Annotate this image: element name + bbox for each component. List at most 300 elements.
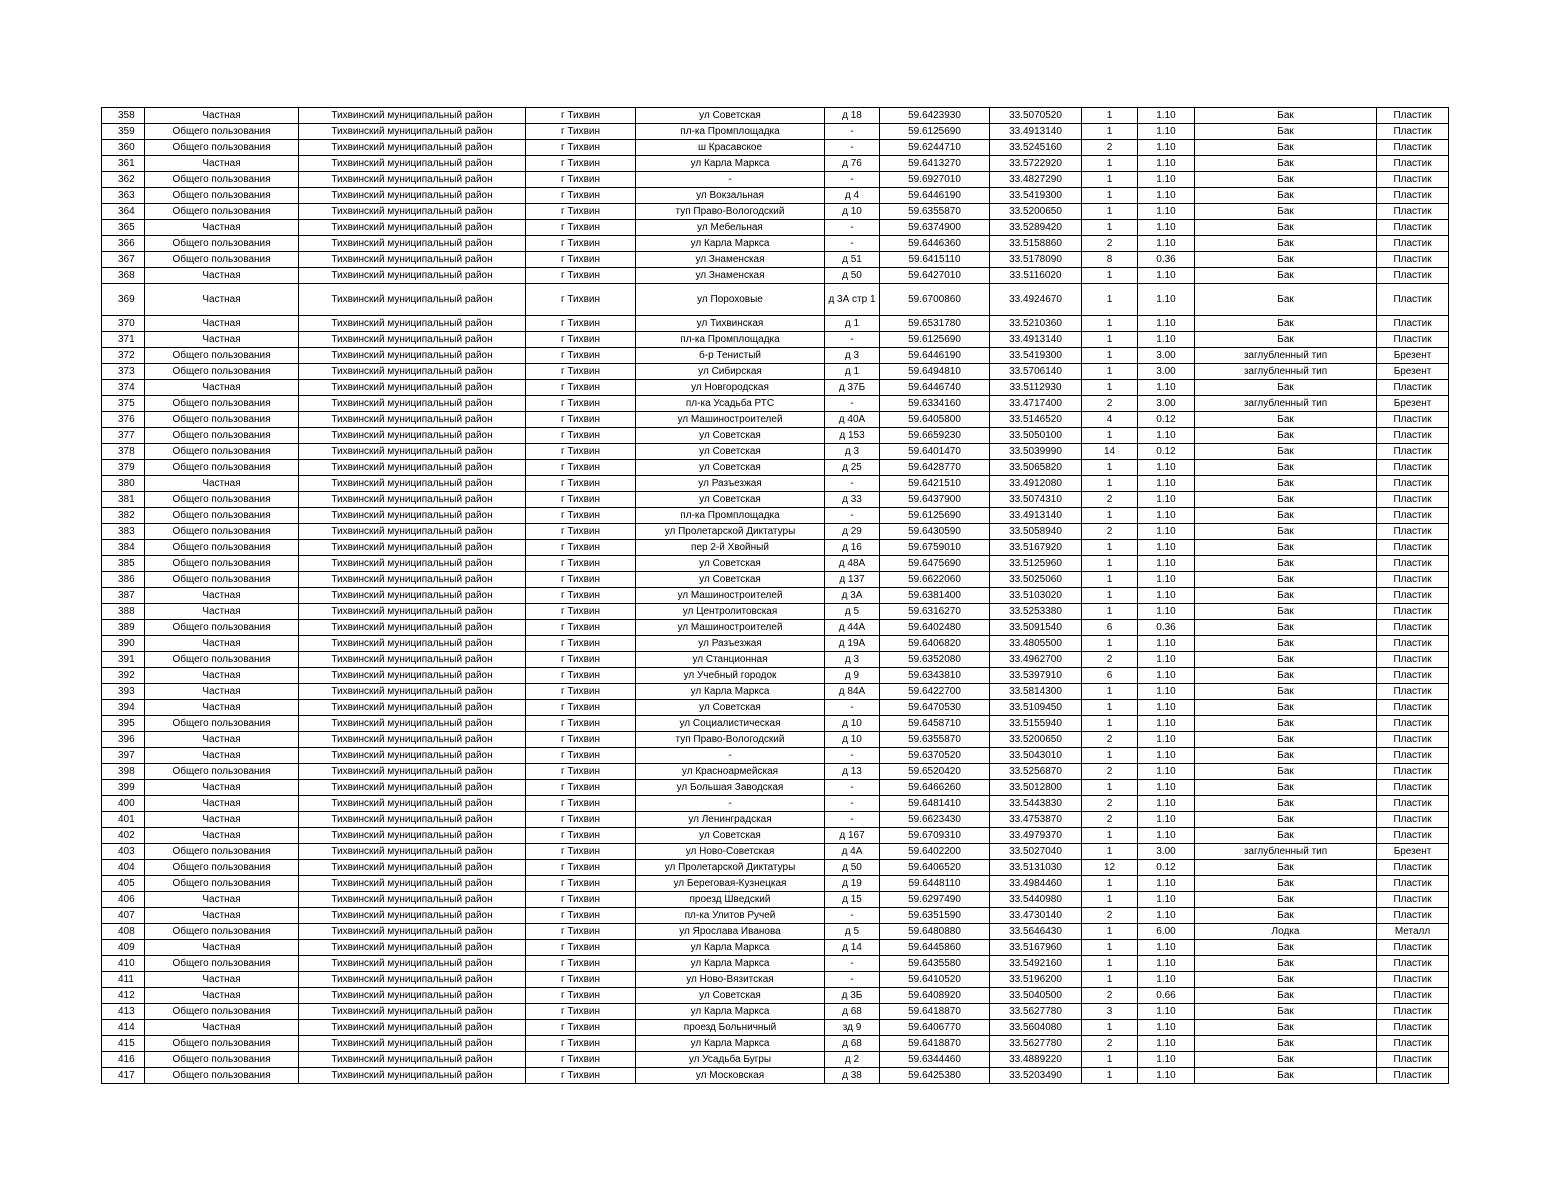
longitude-cell: 33.5027040 bbox=[990, 844, 1082, 860]
longitude-cell: 33.5814300 bbox=[990, 684, 1082, 700]
city-cell: г Тихвин bbox=[526, 908, 636, 924]
container-type-cell: Бак bbox=[1195, 524, 1377, 540]
latitude-cell: 59.6475690 bbox=[880, 556, 990, 572]
volume-cell: 0.12 bbox=[1138, 412, 1195, 428]
ownership-cell: Частная bbox=[145, 332, 299, 348]
district-cell: Тихвинский муниципальный район bbox=[299, 556, 526, 572]
district-cell: Тихвинский муниципальный район bbox=[299, 524, 526, 540]
district-cell: Тихвинский муниципальный район bbox=[299, 396, 526, 412]
district-cell: Тихвинский муниципальный район bbox=[299, 620, 526, 636]
row-number-cell: 371 bbox=[102, 332, 145, 348]
city-cell: г Тихвин bbox=[526, 716, 636, 732]
row-number-cell: 401 bbox=[102, 812, 145, 828]
container-type-cell: Бак bbox=[1195, 700, 1377, 716]
material-cell: Брезент bbox=[1377, 396, 1449, 412]
latitude-cell: 59.6494810 bbox=[880, 364, 990, 380]
ownership-cell: Общего пользования bbox=[145, 764, 299, 780]
container-count-cell: 1 bbox=[1082, 972, 1138, 988]
latitude-cell: 59.6466260 bbox=[880, 780, 990, 796]
row-number-cell: 389 bbox=[102, 620, 145, 636]
house-cell: - bbox=[825, 140, 880, 156]
material-cell: Пластик bbox=[1377, 108, 1449, 124]
street-cell: ул Знаменская bbox=[636, 252, 825, 268]
container-type-cell: Бак bbox=[1195, 508, 1377, 524]
table-row bbox=[102, 508, 1449, 524]
district-cell: Тихвинский муниципальный район bbox=[299, 252, 526, 268]
street-cell: ул Усадьба Бугры bbox=[636, 1052, 825, 1068]
table-row bbox=[102, 908, 1449, 924]
container-type-cell: Бак bbox=[1195, 1036, 1377, 1052]
container-type-cell: Бак bbox=[1195, 316, 1377, 332]
volume-cell: 1.10 bbox=[1138, 508, 1195, 524]
row-number-cell: 390 bbox=[102, 636, 145, 652]
volume-cell: 1.10 bbox=[1138, 588, 1195, 604]
row-number-cell: 370 bbox=[102, 316, 145, 332]
table-row bbox=[102, 620, 1449, 636]
row-number-cell: 400 bbox=[102, 796, 145, 812]
longitude-cell: 33.5103020 bbox=[990, 588, 1082, 604]
ownership-cell: Общего пользования bbox=[145, 412, 299, 428]
material-cell: Пластик bbox=[1377, 940, 1449, 956]
row-number-cell: 365 bbox=[102, 220, 145, 236]
street-cell: ул Разъезжая bbox=[636, 636, 825, 652]
city-cell: г Тихвин bbox=[526, 332, 636, 348]
table-row bbox=[102, 1036, 1449, 1052]
material-cell: Брезент bbox=[1377, 348, 1449, 364]
container-count-cell: 1 bbox=[1082, 188, 1138, 204]
container-count-cell: 1 bbox=[1082, 780, 1138, 796]
volume-cell: 1.10 bbox=[1138, 156, 1195, 172]
container-count-cell: 1 bbox=[1082, 716, 1138, 732]
container-count-cell: 1 bbox=[1082, 380, 1138, 396]
table-body bbox=[102, 108, 1449, 1084]
row-number-cell: 376 bbox=[102, 412, 145, 428]
row-number-cell: 381 bbox=[102, 492, 145, 508]
latitude-cell: 59.6446190 bbox=[880, 348, 990, 364]
row-number-cell: 368 bbox=[102, 268, 145, 284]
container-count-cell: 3 bbox=[1082, 1004, 1138, 1020]
ownership-cell: Общего пользования bbox=[145, 1052, 299, 1068]
material-cell: Пластик bbox=[1377, 732, 1449, 748]
longitude-cell: 33.5167920 bbox=[990, 540, 1082, 556]
latitude-cell: 59.6470530 bbox=[880, 700, 990, 716]
material-cell: Металл bbox=[1377, 924, 1449, 940]
material-cell: Пластик bbox=[1377, 956, 1449, 972]
material-cell: Пластик bbox=[1377, 284, 1449, 316]
row-number-cell: 362 bbox=[102, 172, 145, 188]
district-cell: Тихвинский муниципальный район bbox=[299, 412, 526, 428]
city-cell: г Тихвин bbox=[526, 476, 636, 492]
house-cell: д 37Б bbox=[825, 380, 880, 396]
latitude-cell: 59.6623430 bbox=[880, 812, 990, 828]
house-cell: д 3А стр 1 bbox=[825, 284, 880, 316]
house-cell: д 13 bbox=[825, 764, 880, 780]
volume-cell: 1.10 bbox=[1138, 460, 1195, 476]
material-cell: Пластик bbox=[1377, 188, 1449, 204]
volume-cell: 1.10 bbox=[1138, 220, 1195, 236]
table-row bbox=[102, 460, 1449, 476]
district-cell: Тихвинский муниципальный район bbox=[299, 316, 526, 332]
row-number-cell: 408 bbox=[102, 924, 145, 940]
district-cell: Тихвинский муниципальный район bbox=[299, 508, 526, 524]
material-cell: Пластик bbox=[1377, 716, 1449, 732]
longitude-cell: 33.5440980 bbox=[990, 892, 1082, 908]
latitude-cell: 59.6622060 bbox=[880, 572, 990, 588]
district-cell: Тихвинский муниципальный район bbox=[299, 204, 526, 220]
container-count-cell: 4 bbox=[1082, 412, 1138, 428]
district-cell: Тихвинский муниципальный район bbox=[299, 732, 526, 748]
row-number-cell: 364 bbox=[102, 204, 145, 220]
table-row bbox=[102, 412, 1449, 428]
longitude-cell: 33.5289420 bbox=[990, 220, 1082, 236]
longitude-cell: 33.4730140 bbox=[990, 908, 1082, 924]
row-number-cell: 392 bbox=[102, 668, 145, 684]
container-type-cell: Бак bbox=[1195, 220, 1377, 236]
longitude-cell: 33.5443830 bbox=[990, 796, 1082, 812]
container-type-cell: Бак bbox=[1195, 604, 1377, 620]
material-cell: Пластик bbox=[1377, 412, 1449, 428]
district-cell: Тихвинский муниципальный район bbox=[299, 956, 526, 972]
house-cell: - bbox=[825, 972, 880, 988]
house-cell: д 29 bbox=[825, 524, 880, 540]
ownership-cell: Общего пользования bbox=[145, 460, 299, 476]
district-cell: Тихвинский муниципальный район bbox=[299, 844, 526, 860]
row-number-cell: 378 bbox=[102, 444, 145, 460]
house-cell: д 40А bbox=[825, 412, 880, 428]
container-count-cell: 2 bbox=[1082, 524, 1138, 540]
street-cell: ш Красавское bbox=[636, 140, 825, 156]
material-cell: Пластик bbox=[1377, 460, 1449, 476]
latitude-cell: 59.6445860 bbox=[880, 940, 990, 956]
street-cell: туп Право-Вологодский bbox=[636, 204, 825, 220]
container-count-cell: 1 bbox=[1082, 748, 1138, 764]
container-count-cell: 2 bbox=[1082, 652, 1138, 668]
city-cell: г Тихвин bbox=[526, 828, 636, 844]
latitude-cell: 59.6415110 bbox=[880, 252, 990, 268]
ownership-cell: Частная bbox=[145, 940, 299, 956]
house-cell: д 10 bbox=[825, 716, 880, 732]
material-cell: Пластик bbox=[1377, 492, 1449, 508]
district-cell: Тихвинский муниципальный район bbox=[299, 156, 526, 172]
house-cell: - bbox=[825, 172, 880, 188]
house-cell: д 5 bbox=[825, 604, 880, 620]
district-cell: Тихвинский муниципальный район bbox=[299, 636, 526, 652]
volume-cell: 1.10 bbox=[1138, 204, 1195, 220]
city-cell: г Тихвин bbox=[526, 732, 636, 748]
street-cell: ул Большая Заводская bbox=[636, 780, 825, 796]
longitude-cell: 33.5012800 bbox=[990, 780, 1082, 796]
data-table bbox=[101, 107, 1449, 1084]
city-cell: г Тихвин bbox=[526, 924, 636, 940]
city-cell: г Тихвин bbox=[526, 604, 636, 620]
house-cell: д 10 bbox=[825, 204, 880, 220]
volume-cell: 1.10 bbox=[1138, 796, 1195, 812]
latitude-cell: 59.6759010 bbox=[880, 540, 990, 556]
district-cell: Тихвинский муниципальный район bbox=[299, 940, 526, 956]
house-cell: д 14 bbox=[825, 940, 880, 956]
ownership-cell: Общего пользования bbox=[145, 956, 299, 972]
ownership-cell: Общего пользования bbox=[145, 844, 299, 860]
volume-cell: 1.10 bbox=[1138, 476, 1195, 492]
ownership-cell: Частная bbox=[145, 700, 299, 716]
city-cell: г Тихвин bbox=[526, 1020, 636, 1036]
row-number-cell: 372 bbox=[102, 348, 145, 364]
container-type-cell: Бак bbox=[1195, 1052, 1377, 1068]
table-row bbox=[102, 860, 1449, 876]
table-row bbox=[102, 796, 1449, 812]
ownership-cell: Частная bbox=[145, 668, 299, 684]
house-cell: д 3Б bbox=[825, 988, 880, 1004]
material-cell: Пластик bbox=[1377, 780, 1449, 796]
container-type-cell: Бак bbox=[1195, 236, 1377, 252]
house-cell: д 48А bbox=[825, 556, 880, 572]
city-cell: г Тихвин bbox=[526, 428, 636, 444]
row-number-cell: 391 bbox=[102, 652, 145, 668]
street-cell: ул Центролитовская bbox=[636, 604, 825, 620]
volume-cell: 1.10 bbox=[1138, 380, 1195, 396]
container-type-cell: Бак bbox=[1195, 1020, 1377, 1036]
street-cell: ул Пролетарской Диктатуры bbox=[636, 524, 825, 540]
material-cell: Пластик bbox=[1377, 972, 1449, 988]
container-type-cell: Бак bbox=[1195, 172, 1377, 188]
district-cell: Тихвинский муниципальный район bbox=[299, 492, 526, 508]
longitude-cell: 33.5419300 bbox=[990, 348, 1082, 364]
house-cell: д 167 bbox=[825, 828, 880, 844]
longitude-cell: 33.5065820 bbox=[990, 460, 1082, 476]
container-count-cell: 1 bbox=[1082, 172, 1138, 188]
street-cell: ул Красноармейская bbox=[636, 764, 825, 780]
container-count-cell: 1 bbox=[1082, 124, 1138, 140]
street-cell: ул Карла Маркса bbox=[636, 156, 825, 172]
street-cell: ул Машиностроителей bbox=[636, 588, 825, 604]
container-count-cell: 1 bbox=[1082, 1052, 1138, 1068]
table-row bbox=[102, 252, 1449, 268]
row-number-cell: 387 bbox=[102, 588, 145, 604]
container-count-cell: 6 bbox=[1082, 620, 1138, 636]
container-type-cell: Бак bbox=[1195, 476, 1377, 492]
row-number-cell: 363 bbox=[102, 188, 145, 204]
row-number-cell: 383 bbox=[102, 524, 145, 540]
volume-cell: 1.10 bbox=[1138, 748, 1195, 764]
street-cell: ул Карла Маркса bbox=[636, 1036, 825, 1052]
material-cell: Пластик bbox=[1377, 524, 1449, 540]
volume-cell: 1.10 bbox=[1138, 828, 1195, 844]
latitude-cell: 59.6423930 bbox=[880, 108, 990, 124]
latitude-cell: 59.6355870 bbox=[880, 204, 990, 220]
district-cell: Тихвинский муниципальный район bbox=[299, 1036, 526, 1052]
table-row bbox=[102, 524, 1449, 540]
street-cell: пл-ка Улитов Ручей bbox=[636, 908, 825, 924]
street-cell: ул Советская bbox=[636, 828, 825, 844]
ownership-cell: Общего пользования bbox=[145, 140, 299, 156]
house-cell: д 50 bbox=[825, 860, 880, 876]
city-cell: г Тихвин bbox=[526, 1004, 636, 1020]
material-cell: Пластик bbox=[1377, 1020, 1449, 1036]
volume-cell: 1.10 bbox=[1138, 892, 1195, 908]
longitude-cell: 33.5043010 bbox=[990, 748, 1082, 764]
city-cell: г Тихвин bbox=[526, 396, 636, 412]
table-row bbox=[102, 364, 1449, 380]
container-type-cell: Бак bbox=[1195, 636, 1377, 652]
street-cell: ул Московская bbox=[636, 1068, 825, 1084]
volume-cell: 1.10 bbox=[1138, 524, 1195, 540]
street-cell: пл-ка Промплощадка bbox=[636, 124, 825, 140]
volume-cell: 1.10 bbox=[1138, 684, 1195, 700]
ownership-cell: Частная bbox=[145, 796, 299, 812]
longitude-cell: 33.4805500 bbox=[990, 636, 1082, 652]
row-number-cell: 415 bbox=[102, 1036, 145, 1052]
container-count-cell: 1 bbox=[1082, 700, 1138, 716]
longitude-cell: 33.4979370 bbox=[990, 828, 1082, 844]
table-row bbox=[102, 380, 1449, 396]
volume-cell: 1.10 bbox=[1138, 572, 1195, 588]
volume-cell: 1.10 bbox=[1138, 1020, 1195, 1036]
street-cell: ул Учебный городок bbox=[636, 668, 825, 684]
district-cell: Тихвинский муниципальный район bbox=[299, 796, 526, 812]
city-cell: г Тихвин bbox=[526, 812, 636, 828]
ownership-cell: Частная bbox=[145, 588, 299, 604]
district-cell: Тихвинский муниципальный район bbox=[299, 572, 526, 588]
house-cell: д 3 bbox=[825, 348, 880, 364]
row-number-cell: 413 bbox=[102, 1004, 145, 1020]
container-type-cell: Бак bbox=[1195, 204, 1377, 220]
house-cell: - bbox=[825, 476, 880, 492]
district-cell: Тихвинский муниципальный район bbox=[299, 652, 526, 668]
city-cell: г Тихвин bbox=[526, 556, 636, 572]
district-cell: Тихвинский муниципальный район bbox=[299, 892, 526, 908]
volume-cell: 1.10 bbox=[1138, 428, 1195, 444]
container-type-cell: Бак bbox=[1195, 252, 1377, 268]
table-row bbox=[102, 332, 1449, 348]
row-number-cell: 374 bbox=[102, 380, 145, 396]
container-count-cell: 1 bbox=[1082, 1068, 1138, 1084]
city-cell: г Тихвин bbox=[526, 780, 636, 796]
row-number-cell: 394 bbox=[102, 700, 145, 716]
latitude-cell: 59.6344460 bbox=[880, 1052, 990, 1068]
volume-cell: 6.00 bbox=[1138, 924, 1195, 940]
latitude-cell: 59.6425380 bbox=[880, 1068, 990, 1084]
city-cell: г Тихвин bbox=[526, 620, 636, 636]
street-cell: пл-ка Усадьба РТС bbox=[636, 396, 825, 412]
longitude-cell: 33.5131030 bbox=[990, 860, 1082, 876]
container-count-cell: 1 bbox=[1082, 284, 1138, 316]
latitude-cell: 59.6125690 bbox=[880, 332, 990, 348]
city-cell: г Тихвин bbox=[526, 492, 636, 508]
row-number-cell: 399 bbox=[102, 780, 145, 796]
material-cell: Пластик bbox=[1377, 1004, 1449, 1020]
street-cell: ул Машиностроителей bbox=[636, 620, 825, 636]
longitude-cell: 33.5419300 bbox=[990, 188, 1082, 204]
row-number-cell: 409 bbox=[102, 940, 145, 956]
container-count-cell: 2 bbox=[1082, 396, 1138, 412]
ownership-cell: Общего пользования bbox=[145, 188, 299, 204]
ownership-cell: Общего пользования bbox=[145, 444, 299, 460]
district-cell: Тихвинский муниципальный район bbox=[299, 460, 526, 476]
house-cell: д 4А bbox=[825, 844, 880, 860]
row-number-cell: 384 bbox=[102, 540, 145, 556]
house-cell: д 16 bbox=[825, 540, 880, 556]
container-type-cell: Бак bbox=[1195, 956, 1377, 972]
longitude-cell: 33.5070520 bbox=[990, 108, 1082, 124]
container-count-cell: 2 bbox=[1082, 140, 1138, 156]
row-number-cell: 375 bbox=[102, 396, 145, 412]
material-cell: Брезент bbox=[1377, 844, 1449, 860]
district-cell: Тихвинский муниципальный район bbox=[299, 236, 526, 252]
house-cell: д 44А bbox=[825, 620, 880, 636]
ownership-cell: Общего пользования bbox=[145, 396, 299, 412]
house-cell: - bbox=[825, 748, 880, 764]
ownership-cell: Частная bbox=[145, 108, 299, 124]
container-type-cell: Бак bbox=[1195, 108, 1377, 124]
material-cell: Пластик bbox=[1377, 876, 1449, 892]
longitude-cell: 33.5646430 bbox=[990, 924, 1082, 940]
street-cell: проезд Больничный bbox=[636, 1020, 825, 1036]
row-number-cell: 397 bbox=[102, 748, 145, 764]
city-cell: г Тихвин bbox=[526, 460, 636, 476]
table-row bbox=[102, 940, 1449, 956]
material-cell: Пластик bbox=[1377, 620, 1449, 636]
container-count-cell: 2 bbox=[1082, 236, 1138, 252]
table-row bbox=[102, 956, 1449, 972]
street-cell: ул Карла Маркса bbox=[636, 940, 825, 956]
longitude-cell: 33.4962700 bbox=[990, 652, 1082, 668]
latitude-cell: 59.6927010 bbox=[880, 172, 990, 188]
material-cell: Пластик bbox=[1377, 860, 1449, 876]
latitude-cell: 59.6427010 bbox=[880, 268, 990, 284]
ownership-cell: Частная bbox=[145, 892, 299, 908]
house-cell: д 4 bbox=[825, 188, 880, 204]
latitude-cell: 59.6709310 bbox=[880, 828, 990, 844]
city-cell: г Тихвин bbox=[526, 236, 636, 252]
street-cell: ул Карла Маркса bbox=[636, 684, 825, 700]
latitude-cell: 59.6374900 bbox=[880, 220, 990, 236]
volume-cell: 1.10 bbox=[1138, 732, 1195, 748]
volume-cell: 0.12 bbox=[1138, 860, 1195, 876]
container-count-cell: 1 bbox=[1082, 940, 1138, 956]
street-cell: ул Разъезжая bbox=[636, 476, 825, 492]
row-number-cell: 379 bbox=[102, 460, 145, 476]
ownership-cell: Частная bbox=[145, 380, 299, 396]
house-cell: д 3 bbox=[825, 444, 880, 460]
latitude-cell: 59.6125690 bbox=[880, 124, 990, 140]
container-count-cell: 1 bbox=[1082, 892, 1138, 908]
container-count-cell: 1 bbox=[1082, 508, 1138, 524]
city-cell: г Тихвин bbox=[526, 764, 636, 780]
house-cell: д 19А bbox=[825, 636, 880, 652]
longitude-cell: 33.5200650 bbox=[990, 204, 1082, 220]
material-cell: Пластик bbox=[1377, 540, 1449, 556]
district-cell: Тихвинский муниципальный район bbox=[299, 444, 526, 460]
container-count-cell: 1 bbox=[1082, 476, 1138, 492]
house-cell: д 51 bbox=[825, 252, 880, 268]
container-count-cell: 1 bbox=[1082, 428, 1138, 444]
city-cell: г Тихвин bbox=[526, 524, 636, 540]
material-cell: Пластик bbox=[1377, 892, 1449, 908]
city-cell: г Тихвин bbox=[526, 316, 636, 332]
table-row bbox=[102, 844, 1449, 860]
district-cell: Тихвинский муниципальный район bbox=[299, 908, 526, 924]
house-cell: д 15 bbox=[825, 892, 880, 908]
container-type-cell: Бак bbox=[1195, 764, 1377, 780]
row-number-cell: 366 bbox=[102, 236, 145, 252]
district-cell: Тихвинский муниципальный район bbox=[299, 668, 526, 684]
house-cell: д 3А bbox=[825, 588, 880, 604]
table-row bbox=[102, 812, 1449, 828]
longitude-cell: 33.5200650 bbox=[990, 732, 1082, 748]
table-row bbox=[102, 428, 1449, 444]
container-type-cell: Лодка bbox=[1195, 924, 1377, 940]
city-cell: г Тихвин bbox=[526, 380, 636, 396]
